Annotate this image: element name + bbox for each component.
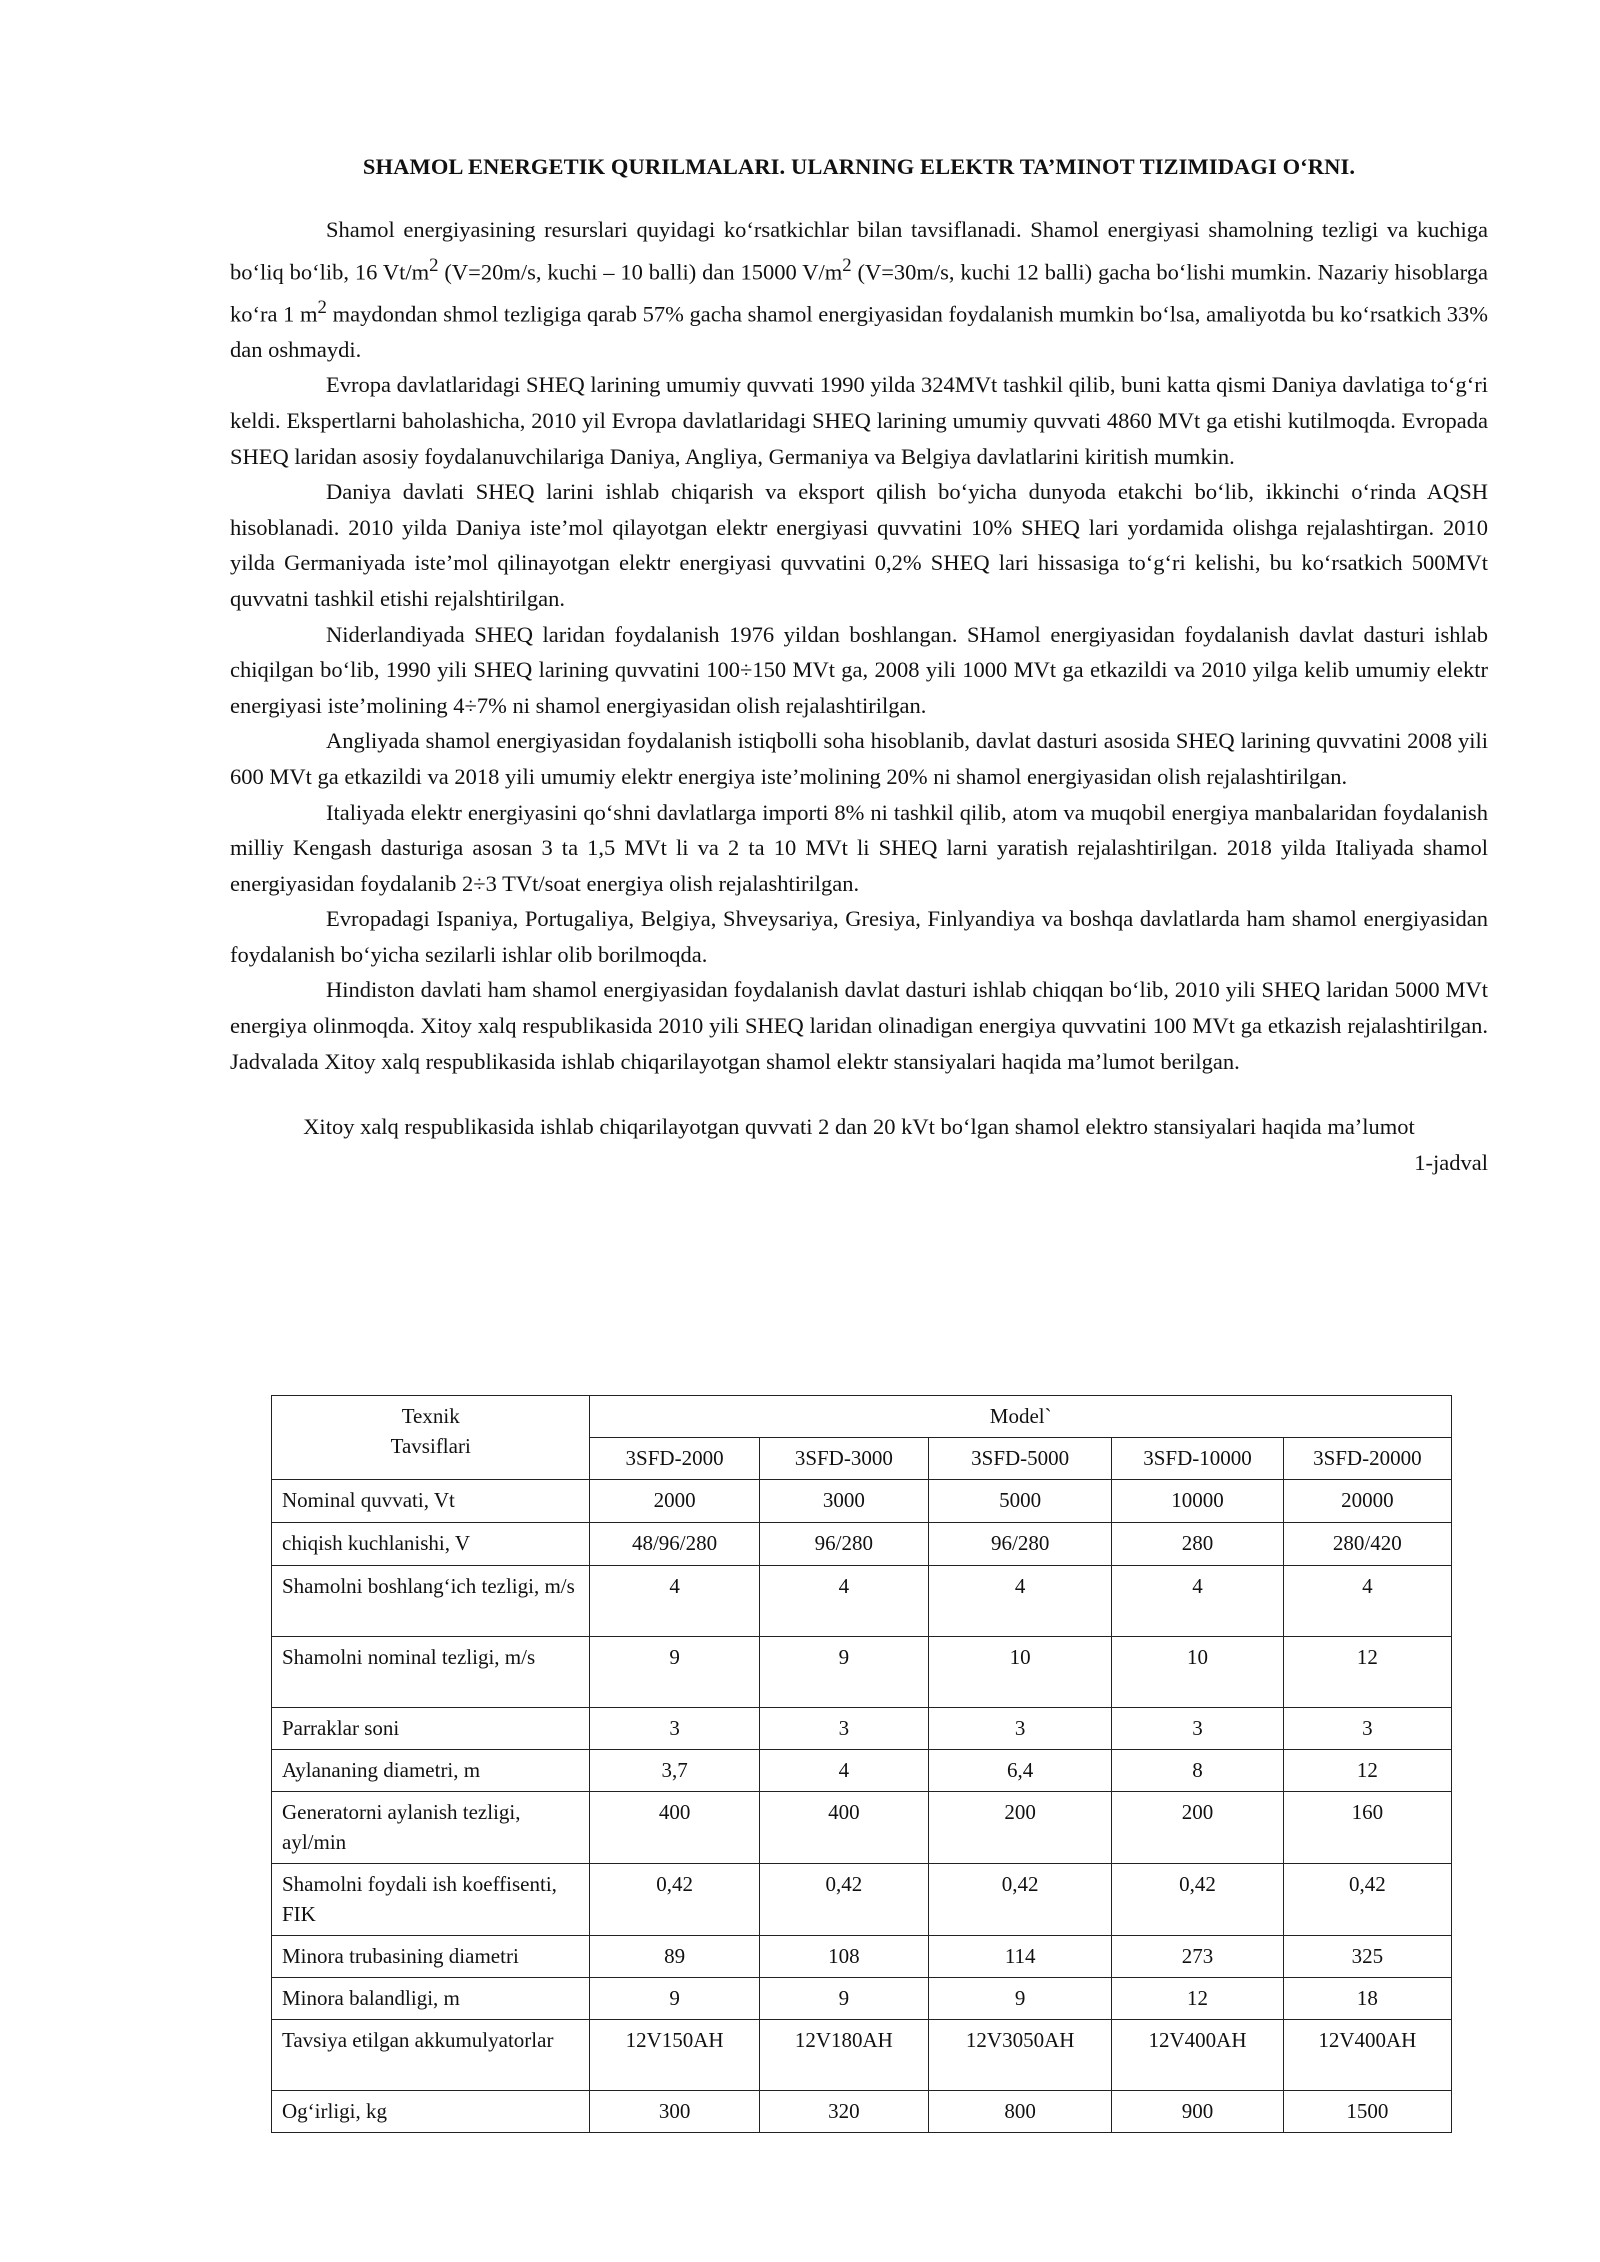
model-name-cell: 3SFD-20000: [1283, 1438, 1451, 1480]
value-cell: 10: [928, 1637, 1111, 1708]
table-row: [272, 1864, 1452, 1936]
paragraph-2: Evropa davlatlaridagi SHEQ larining umumiy quvvati 1990 yilda 324MVt tashkil qilib, buni katta qismi Daniya davlatiga to‘g‘ri keldi. Ekspertlarni baholashicha, 2010 yil Evropa davlatlaridagi SHEQ larining umumiy quvvati 4860 MVt ga etishi kutilmoqda. Evropada SHEQ laridan asosiy foydalanuvchilariga Daniya, Angliya, Germaniya va Belgiya davlatlarini kiritish mumkin.: [230, 372, 1488, 469]
value-cell: 0,42: [1112, 1864, 1283, 1936]
value-cell: 3: [1112, 1708, 1283, 1750]
value-cell: 4: [1112, 1566, 1283, 1637]
value-cell: 1500: [1283, 2091, 1451, 2133]
value-cell: 300: [590, 2091, 759, 2133]
value-cell: 320: [759, 2091, 928, 2133]
value-cell: 12V400AH: [1283, 2020, 1451, 2091]
value-cell: 20000: [1283, 1480, 1451, 1523]
table-row: [272, 1708, 1452, 1750]
document-title: SHAMOL ENERGETIK QURILMALARI. ULARNING ELEKTR TA’MINOT TIZIMIDAGI O‘RNI.: [362, 154, 1356, 179]
value-cell: 12: [1283, 1750, 1451, 1792]
corner-header-line-2: Tavsiflari: [390, 1434, 471, 1458]
paragraph-5: Angliyada shamol energiyasidan foydalanish istiqbolli soha hisoblanib, davlat dasturi asosida SHEQ larining quvvatini 2008 yili 600 MVt ga etkazildi va 2018 yili umumiy elektr energiya iste’molining 20% ni shamol energiyasidan olish rejalashtirilgan.: [230, 728, 1488, 789]
value-cell: 12: [1112, 1978, 1283, 2020]
value-cell: 4: [759, 1750, 928, 1792]
row-label-cell: Parraklar soni: [272, 1708, 590, 1750]
value-cell: 96/280: [928, 1523, 1111, 1566]
table-row: [272, 1936, 1452, 1978]
value-cell: 9: [590, 1978, 759, 2020]
paragraph-8: Hindiston davlati ham shamol energiyasidan foydalanish davlat dasturi ishlab chiqqan bo‘lib, 2010 yili SHEQ laridan 5000 MVt energiya olinmoqda. Xitoy xalq respublikasida 2010 yili SHEQ laridan olinadigan energiya quvvatini 100 MVt ga etkazish rejalashtirilgan. Jadvalada Xitoy xalq respublikasida ishlab chiqarilayotgan shamol elektr stansiyalari haqida ma’lumot berilgan.: [230, 977, 1488, 1074]
row-label-cell: Tavsiya etilgan akkumulyatorlar: [272, 2020, 590, 2091]
value-cell: 3000: [759, 1480, 928, 1523]
superscript: 2: [842, 254, 852, 276]
value-cell: 12V180AH: [759, 2020, 928, 2091]
value-cell: 900: [1112, 2091, 1283, 2133]
paragraph-1: [230, 212, 1488, 367]
value-cell: 9: [759, 1637, 928, 1708]
row-label-cell: Shamolni foydali ish koeffisenti, FIK: [272, 1864, 590, 1936]
value-cell: 4: [1283, 1566, 1451, 1637]
value-cell: 400: [590, 1792, 759, 1864]
specifications-table: [271, 1395, 1452, 2133]
specifications-table-body: [272, 1396, 1452, 2133]
value-cell: 12V400AH: [1112, 2020, 1283, 2091]
value-cell: 89: [590, 1936, 759, 1978]
value-cell: 800: [928, 2091, 1111, 2133]
value-cell: 0,42: [759, 1864, 928, 1936]
value-cell: 9: [759, 1978, 928, 2020]
value-cell: 3: [590, 1708, 759, 1750]
paragraph-3: Daniya davlati SHEQ larini ishlab chiqarish va eksport qilish bo‘yicha dunyoda etakchi bo‘lib, ikkinchi o‘rinda AQSH hisoblanadi. 2010 yilda Daniya iste’mol qilayotgan elektr energiyasi quvvatini 10% SHEQ lari yordamida olishga rejalashtirgan. 2010 yilda Germaniyada iste’mol qilinayotgan elektr energiyasi quvvatini 0,2% SHEQ lari hissasiga to‘g‘ri kelishi, bu ko‘rsatkich 500MVt quvvatni tashkil etishi rejalshtirilgan.: [230, 479, 1488, 611]
row-label-cell: Generatorni aylanish tezligi, ayl/min: [272, 1792, 590, 1864]
superscript: 2: [317, 296, 327, 318]
value-cell: 2000: [590, 1480, 759, 1523]
model-name-cell: 3SFD-3000: [759, 1438, 928, 1480]
table-caption: Xitoy xalq respublikasida ishlab chiqarilayotgan quvvati 2 dan 20 kVt bo‘lgan shamol elektro stansiyalari haqida ma’lumot: [303, 1114, 1415, 1140]
corner-header-line-1: Texnik: [401, 1404, 460, 1428]
value-cell: 3: [1283, 1708, 1451, 1750]
value-cell: 18: [1283, 1978, 1451, 2020]
corner-header-cell: [272, 1396, 590, 1480]
row-label-cell: Shamolni boshlang‘ich tezligi, m/s: [272, 1566, 590, 1637]
value-cell: 9: [590, 1637, 759, 1708]
row-label-cell: Minora balandligi, m: [272, 1978, 590, 2020]
value-cell: 108: [759, 1936, 928, 1978]
value-cell: 3: [928, 1708, 1111, 1750]
value-cell: 280: [1112, 1523, 1283, 1566]
value-cell: 325: [1283, 1936, 1451, 1978]
table-number: 1-jadval: [1414, 1149, 1488, 1175]
row-label-cell: Shamolni nominal tezligi, m/s: [272, 1637, 590, 1708]
model-name-cell: 3SFD-2000: [590, 1438, 759, 1480]
value-cell: 3: [759, 1708, 928, 1750]
table-row: [272, 1637, 1452, 1708]
value-cell: 5000: [928, 1480, 1111, 1523]
value-cell: 10: [1112, 1637, 1283, 1708]
value-cell: 96/280: [759, 1523, 928, 1566]
value-cell: 12V3050AH: [928, 2020, 1111, 2091]
row-label-cell: Og‘irligi, kg: [272, 2091, 590, 2133]
model-name-cell: 3SFD-5000: [928, 1438, 1111, 1480]
table-row: [272, 1523, 1452, 1566]
value-cell: 280/420: [1283, 1523, 1451, 1566]
document-body: [230, 150, 1488, 1180]
value-cell: 10000: [1112, 1480, 1283, 1523]
paragraph-6: Italiyada elektr energiyasini qo‘shni davlatlarga importi 8% ni tashkil qilib, atom va muqobil energiya manbalaridan foydalanish milliy Kengash dasturiga asosan 3 ta 1,5 MVt li va 2 ta 10 MVt li SHEQ larni yaratish rejalashtirilgan. 2018 yilda Italiyada shamol energiyasidan foydalanib 2÷3 TVt/soat energiya olish rejalashtirilgan.: [230, 799, 1488, 896]
row-label-cell: Aylananing diametri, m: [272, 1750, 590, 1792]
value-cell: 160: [1283, 1792, 1451, 1864]
value-cell: 0,42: [1283, 1864, 1451, 1936]
table-header-row: [272, 1396, 1452, 1438]
value-cell: 48/96/280: [590, 1523, 759, 1566]
row-label-cell: Minora trubasining diametri: [272, 1936, 590, 1978]
value-cell: 114: [928, 1936, 1111, 1978]
table-row: [272, 1978, 1452, 2020]
value-cell: 4: [590, 1566, 759, 1637]
paragraph-1-text-a: Shamol energiyasining resurslari quyidagi ko‘rsatkichlar bilan tavsiflanadi. Shamol energiyasi shamolning tezligi va kuchiga bo‘liq bo‘lib, 16 Vt/m: [230, 217, 1488, 285]
table-row: [272, 1750, 1452, 1792]
table-row: [272, 2091, 1452, 2133]
model-header-cell: Model`: [590, 1396, 1452, 1438]
superscript: 2: [429, 254, 439, 276]
value-cell: 12: [1283, 1637, 1451, 1708]
table-row: [272, 1480, 1452, 1523]
value-cell: 6,4: [928, 1750, 1111, 1792]
value-cell: 400: [759, 1792, 928, 1864]
value-cell: 200: [1112, 1792, 1283, 1864]
value-cell: 4: [928, 1566, 1111, 1637]
row-label-cell: Nominal quvvati, Vt: [272, 1480, 590, 1523]
table-row: [272, 1792, 1452, 1864]
model-name-cell: 3SFD-10000: [1112, 1438, 1283, 1480]
paragraph-4: Niderlandiyada SHEQ laridan foydalanish 1976 yildan boshlangan. SHamol energiyasidan foydalanish davlat dasturi ishlab chiqilgan bo‘lib, 1990 yili SHEQ larining quvvatini 100÷150 MVt ga, 2008 yili 1000 MVt ga etkazildi va 2010 yilga kelib umumiy elektr energiyasi iste’molining 4÷7% ni shamol energiyasidan olish rejalashtirilgan.: [230, 621, 1488, 718]
value-cell: 12V150AH: [590, 2020, 759, 2091]
value-cell: 9: [928, 1978, 1111, 2020]
value-cell: 273: [1112, 1936, 1283, 1978]
value-cell: 200: [928, 1792, 1111, 1864]
value-cell: 0,42: [928, 1864, 1111, 1936]
row-label-cell: chiqish kuchlanishi, V: [272, 1523, 590, 1566]
value-cell: 8: [1112, 1750, 1283, 1792]
paragraph-1-text-b: (V=20m/s, kuchi – 10 balli) dan 15000 V/m: [438, 259, 843, 285]
value-cell: 4: [759, 1566, 928, 1637]
paragraph-1-text-d: maydondan shmol tezligiga qarab 57% gacha shamol energiyasidan foydalanish mumkin bo‘lsa, amaliyotda bu ko‘rsatkich 33% dan oshmaydi.: [230, 301, 1488, 362]
paragraph-7: Evropadagi Ispaniya, Portugaliya, Belgiya, Shveysariya, Gresiya, Finlyandiya va boshqa davlatlarda ham shamol energiyasidan foydalanish bo‘yicha sezilarli ishlar olib borilmoqda.: [230, 906, 1488, 967]
table-row: [272, 1566, 1452, 1637]
value-cell: 0,42: [590, 1864, 759, 1936]
paragraph-1-text-c: (V=30m/s, kuchi 12 balli) gacha bo‘lishi mumkin. Nazariy hisoblarga ko‘ra 1 m: [230, 259, 1488, 327]
value-cell: 3,7: [590, 1750, 759, 1792]
table-row: [272, 2020, 1452, 2091]
